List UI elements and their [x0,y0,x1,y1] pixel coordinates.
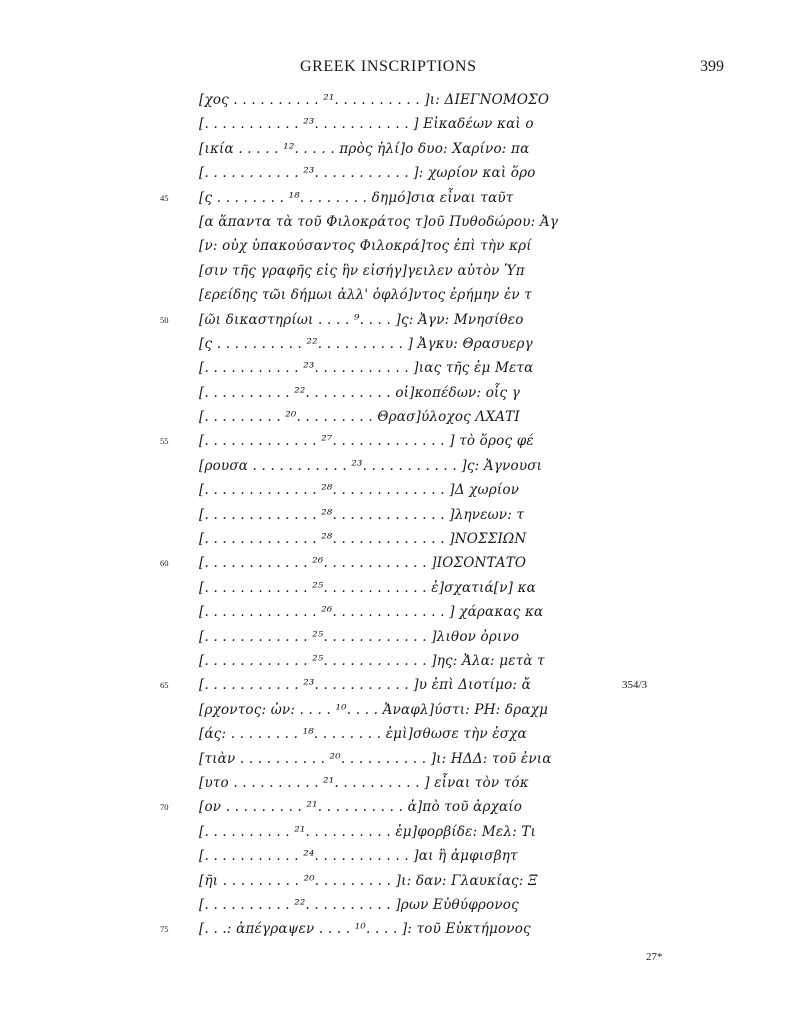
line-text: [ῆι . . . . . . . . . ²⁰. . . . . . . . . ]ι: δαν: Γλαυκίας: Ξ [199,872,538,889]
line-text: [. . . . . . . . . . ²². . . . . . . . . . οἱ]κοπέδων: οἷς γ [199,384,521,401]
line-text: [ερείδης τῶι δήμωι ἀλλ' ὀφλό]ντος ἐρήμην ἐν τ [199,287,532,304]
inscription-text [0,88,792,942]
inscription-line [0,844,792,868]
inscription-line [0,186,792,210]
line-text: [σιν τῆς γραφῆς εἰς ἣν εἰσήγ]γειλεν αὐτὸν Ὑπ [199,262,525,279]
line-text: [. . . . . . . . . . . ²³. . . . . . . . . . . ]ιας τῆς ἐμ Μετα [199,360,534,377]
line-text: [. . . . . . . . . . . . . ²⁸. . . . . . . . . . . . . ]ληνεων: τ [199,506,525,523]
inscription-line [0,698,792,722]
inscription-line [0,454,792,478]
line-text: [. . . . . . . . . . . ²³. . . . . . . . . . . ] Εἰκαδέων καὶ ο [199,116,534,133]
inscription-line [0,869,792,893]
inscription-line [0,210,792,234]
inscription-line [0,478,792,502]
inscription-line [0,503,792,527]
page-number: 399 [700,58,724,75]
inscription-line [0,259,792,283]
line-text: [ρχοντος: ὠν: . . . . ¹⁰. . . . Ἀναφλ]ύστι: ΡΗ: δραχμ [199,701,549,718]
line-text: [. . . . . . . . . . . . ²⁶. . . . . . . . . . . . ]ΙΟΣΟΝΤΑΤΟ [199,555,527,572]
printer-signature: 27* [646,951,663,963]
line-text: [. . . . . . . . . . . . ²⁵. . . . . . . . . . . . ἐ]σχατιά[ν] κα [199,579,536,596]
inscription-line [0,551,792,575]
line-text: [. . . . . . . . . . . ²³. . . . . . . . . . . ]: χωρίον καὶ ὅρο [199,165,536,182]
line-number: 70 [160,802,169,813]
running-title: GREEK INSCRIPTIONS [300,58,477,75]
line-text: [. . . . . . . . . . ²¹. . . . . . . . . . ἐμ]φορβίδε: Μελ: Τι [199,823,537,840]
line-text: [. . . . . . . . . . . ²³. . . . . . . . . . . ]υ ἐπὶ Διοτίμο: ἄ [199,677,531,694]
inscription-line [0,649,792,673]
inscription-line [0,527,792,551]
inscription-line [0,600,792,624]
line-text: [άς: . . . . . . . . ¹⁸. . . . . . . . ἐμὶ]σθωσε τὴν ἐσχα [199,726,527,743]
line-number: 55 [160,436,169,447]
line-text: [. . . . . . . . . . ²². . . . . . . . . . ]ρων Εὐθύφρονος [199,896,519,913]
inscription-line [0,893,792,917]
inscription-line [0,283,792,307]
inscription-line [0,673,792,697]
line-text: [ς . . . . . . . . . . ²². . . . . . . . . . ] Ἀγκυ: Θρασυεργ [199,335,533,352]
inscription-line [0,747,792,771]
inscription-line [0,137,792,161]
line-text: [χος . . . . . . . . . . ²¹. . . . . . . . . . ]ι: ΔΙΕΓΝΟΜΟΣΟ [199,92,550,108]
line-text: [ον . . . . . . . . . ²¹. . . . . . . . . . ἀ]πὸ τοῦ ἀρχαίο [199,799,523,816]
line-text: [ῶι δικαστηρίωι . . . . ⁹. . . . ]ς: Ἀγν: Μνησίθεο [199,311,524,328]
line-number: 75 [160,924,169,935]
line-text: [. . . . . . . . . . . . ²⁵. . . . . . . . . . . . ]λιθον ὀρινο [199,628,520,645]
line-text: [α ἅπαντα τὰ τοῦ Φιλοκράτος τ]οῦ Πυθοδώρου: Ἀγ [199,213,559,230]
line-text: [. . . . . . . . . . . . ²⁵. . . . . . . . . . . . ]ης: Ἀλα: μετὰ τ [199,652,545,669]
line-text: [ρουσα . . . . . . . . . . . ²³. . . . . . . . . . . ]ς: Ἀγνουσι [199,457,543,474]
inscription-line [0,356,792,380]
line-text: [. . . . . . . . . . . . . ²⁸. . . . . . . . . . . . . ]ΝΟΣΣΙΩΝ [199,531,527,548]
margin-note: 354/3 [622,679,648,692]
inscription-line [0,234,792,258]
line-text: [. . . . . . . . . . . . . ²⁶. . . . . . . . . . . . . ] χάρακας κα [199,604,544,621]
inscription-line [0,381,792,405]
inscription-line [0,722,792,746]
line-text: [υτο . . . . . . . . . . ²¹. . . . . . . . . . ] εἶναι τὸν τόκ [199,774,529,791]
running-head [0,58,792,80]
line-number: 45 [160,192,169,203]
inscription-line [0,332,792,356]
line-number: 65 [160,680,169,691]
line-text: [. . . . . . . . . . . . . ²⁸. . . . . . . . . . . . . ]Δ χωρίον [199,482,520,499]
line-number: 50 [160,314,169,325]
line-text: [. . . . . . . . . . . . . ²⁷. . . . . . . . . . . . . ] τὸ ὅρος φέ [199,433,534,450]
inscription-line [0,625,792,649]
inscription-line [0,405,792,429]
inscription-line [0,795,792,819]
line-text: [τιὰν . . . . . . . . . . ²⁰. . . . . . . . . . ]ι: ΗΔΔ: τοῦ ἐνια [199,750,552,767]
inscription-line [0,429,792,453]
inscription-line [0,771,792,795]
line-text: [. . . . . . . . . . . ²⁴. . . . . . . . . . . ]αι ἣ ἀμφισβητ [199,848,518,865]
inscription-line [0,308,792,332]
inscription-line [0,112,792,136]
line-text: [ν: οὐχ ὑπακούσαντος Φιλοκρά]τος ἐπὶ τὴν κρί [199,238,532,255]
inscription-line [0,88,792,112]
inscription-line [0,161,792,185]
line-number: 60 [160,558,169,569]
line-text: [. . . . . . . . . ²⁰. . . . . . . . . Θρασ]ύλοχος ΛΧΑΤΙ [199,409,520,426]
line-text: [. . .: ἀπέγραψεν . . . . ¹⁰. . . . ]: τοῦ Εὐκτήμονος [199,921,531,938]
inscription-line [0,576,792,600]
line-text: [ς . . . . . . . . ¹⁸. . . . . . . . δημό]σια εἶναι ταῦτ [199,189,514,206]
inscription-line [0,917,792,941]
line-text: [ικία . . . . . ¹². . . . . πρὸς ἡλί]ο δυο: Χαρίνο: πα [199,140,530,157]
inscription-line [0,820,792,844]
